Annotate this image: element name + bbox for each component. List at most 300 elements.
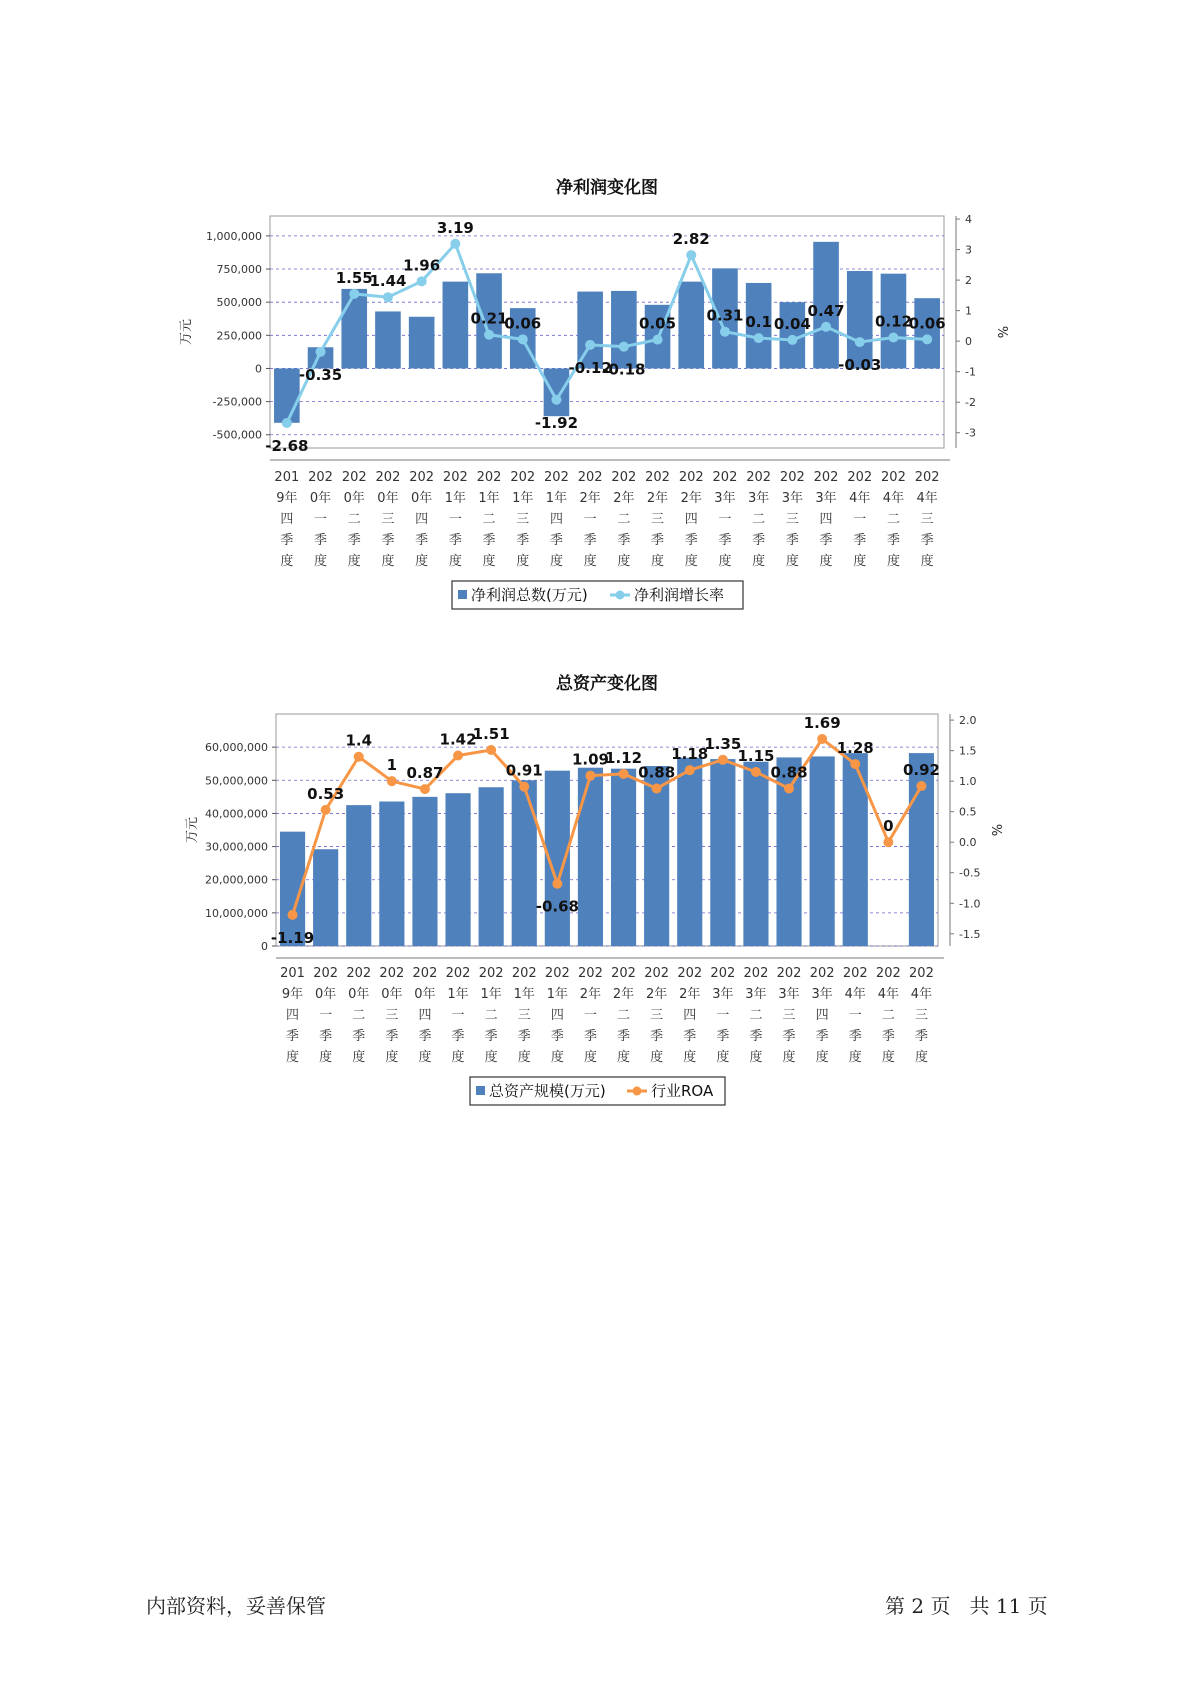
x-tick-label: 1年: [546, 987, 568, 1002]
x-tick-label: 2年: [646, 491, 669, 506]
series-point: [288, 910, 298, 920]
x-tick-label: 季: [684, 533, 698, 548]
x-tick-label: 1年: [513, 987, 535, 1002]
data-label: 0.53: [307, 784, 345, 803]
x-tick-label: 季: [451, 1029, 465, 1044]
y2-tick-label: -3: [965, 426, 976, 440]
data-label: -0.68: [535, 897, 579, 916]
x-tick-label: 202: [710, 966, 736, 981]
x-tick-label: 202: [644, 966, 670, 981]
y-axis-title: 万元: [185, 816, 200, 844]
x-tick-label: 202: [743, 966, 769, 981]
x-tick-label: 度: [314, 554, 328, 569]
x-tick-label: 度: [280, 554, 294, 569]
x-tick-label: 三: [782, 1008, 796, 1023]
x-tick-label: 度: [583, 554, 597, 569]
x-tick-label: 度: [418, 1050, 432, 1065]
y2-tick-label: -1: [965, 365, 976, 379]
y2-tick-label: 3: [965, 243, 972, 257]
x-tick-label: 202: [611, 470, 637, 485]
x-tick-label: 度: [583, 1050, 597, 1065]
legend-bar-swatch: [476, 1086, 485, 1095]
x-tick-label: 0年: [414, 987, 436, 1002]
y-axis-title: 万元: [179, 318, 194, 346]
series-point: [486, 745, 496, 755]
x-tick-label: 202: [379, 966, 405, 981]
x-tick-label: 202: [578, 966, 603, 981]
x-tick-label: 四: [280, 512, 294, 527]
data-label: 1: [386, 756, 398, 775]
x-tick-label: 度: [749, 1050, 763, 1065]
x-tick-label: 一: [718, 512, 732, 527]
x-tick-label: 季: [819, 533, 833, 548]
x-tick-label: 202: [445, 966, 471, 981]
x-tick-label: 四: [683, 1008, 697, 1023]
x-tick-label: 二: [881, 1008, 895, 1023]
x-tick-label: 度: [352, 1050, 366, 1065]
x-tick-label: 四: [550, 1008, 564, 1023]
data-label: 0.47: [807, 301, 845, 320]
x-tick-label: 0年: [343, 491, 365, 506]
data-label: 0.21: [470, 309, 508, 328]
x-tick-label: 202: [875, 966, 901, 981]
x-tick-label: 0年: [411, 491, 433, 506]
x-tick-label: 度: [347, 554, 361, 569]
x-tick-label: 三: [516, 512, 530, 527]
data-label: 1.42: [439, 730, 477, 749]
x-tick-label: 季: [651, 533, 665, 548]
y-tick-label: 60,000,000: [205, 741, 268, 755]
data-label: -0.18: [602, 360, 646, 379]
x-tick-label: 3年: [745, 987, 767, 1002]
bar: [313, 849, 338, 946]
x-tick-label: 季: [782, 1029, 796, 1044]
x-tick-label: 202: [409, 470, 435, 485]
x-tick-label: 0年: [381, 987, 403, 1002]
x-tick-label: 一: [583, 1008, 597, 1023]
x-tick-label: 季: [415, 533, 429, 548]
chart-title: 净利润变化图: [556, 178, 658, 198]
x-tick-label: 度: [617, 554, 631, 569]
x-tick-label: 季: [314, 533, 328, 548]
x-tick-label: 度: [881, 1050, 895, 1065]
x-tick-label: 季: [749, 1029, 763, 1044]
x-tick-label: 季: [482, 533, 496, 548]
x-tick-label: 四: [286, 1008, 300, 1023]
x-tick-label: 2年: [612, 987, 635, 1002]
x-tick-label: 二: [752, 512, 766, 527]
x-tick-label: 3年: [811, 987, 833, 1002]
x-tick-label: 度: [482, 554, 496, 569]
x-tick-label: 度: [716, 1050, 730, 1065]
series-point: [321, 805, 331, 815]
data-label: 2.82: [672, 230, 710, 249]
bar: [379, 801, 404, 946]
x-tick-label: 四: [684, 512, 698, 527]
x-tick-label: 三: [785, 512, 799, 527]
x-tick-label: 季: [853, 533, 867, 548]
series-point: [453, 751, 463, 761]
x-tick-label: 季: [319, 1029, 333, 1044]
data-label: 0.1: [745, 313, 772, 332]
data-label: 1.55: [335, 268, 373, 287]
series-point: [916, 781, 926, 791]
x-tick-label: 2年: [613, 491, 635, 506]
x-tick-label: 四: [815, 1008, 829, 1023]
x-tick-label: 度: [550, 1050, 564, 1065]
data-label: 0.88: [770, 763, 808, 782]
y2-axis-title: %: [988, 823, 1003, 837]
data-label: 1.12: [605, 748, 643, 767]
x-tick-label: 度: [415, 554, 429, 569]
x-tick-label: 四: [549, 512, 563, 527]
x-tick-label: 2年: [579, 987, 602, 1002]
data-label: 0.87: [406, 764, 444, 783]
data-label: 0.05: [639, 314, 677, 333]
x-tick-label: 202: [544, 966, 570, 981]
y-tick-label: 10,000,000: [205, 906, 268, 920]
x-tick-label: 度: [651, 554, 665, 569]
y-tick-label: -250,000: [212, 395, 262, 409]
series-point: [817, 734, 827, 744]
y-tick-label: 0: [255, 362, 262, 376]
y-tick-label: 30,000,000: [205, 840, 268, 854]
data-label: 0.04: [773, 314, 811, 333]
x-tick-label: 202: [544, 470, 569, 485]
x-tick-label: 一: [314, 512, 328, 527]
data-label: 0.31: [706, 306, 744, 325]
x-tick-label: 度: [549, 554, 563, 569]
series-point: [784, 783, 794, 793]
x-tick-label: 202: [645, 470, 670, 485]
x-tick-label: 三: [651, 512, 665, 527]
x-tick-label: 季: [286, 1029, 300, 1044]
x-tick-label: 季: [848, 1029, 862, 1044]
x-tick-label: 二: [482, 512, 496, 527]
series-point: [420, 784, 430, 794]
x-tick-label: 2年: [646, 987, 668, 1002]
x-tick-label: 季: [385, 1029, 399, 1044]
bar: [743, 762, 768, 946]
x-tick-label: 度: [853, 554, 867, 569]
chart-title: 总资产变化图: [556, 674, 658, 694]
x-tick-label: 季: [381, 533, 395, 548]
x-tick-label: 一: [319, 1008, 333, 1023]
x-tick-label: 1年: [444, 491, 466, 506]
y2-tick-label: 4: [965, 213, 972, 227]
x-tick-label: 季: [886, 533, 900, 548]
x-tick-label: 四: [415, 512, 429, 527]
y2-tick-label: -1.5: [959, 927, 981, 941]
bar: [479, 787, 504, 946]
x-tick-label: 度: [684, 554, 698, 569]
x-tick-label: 202: [510, 470, 536, 485]
x-tick-label: 季: [484, 1029, 498, 1044]
x-tick-label: 季: [914, 1029, 928, 1044]
data-label: 1.18: [671, 745, 709, 764]
x-tick-label: 202: [776, 966, 802, 981]
x-tick-label: 202: [442, 470, 468, 485]
x-tick-label: 度: [286, 1050, 300, 1065]
x-tick-label: 1年: [447, 987, 469, 1002]
x-tick-label: 季: [583, 1029, 597, 1044]
data-label: 1.4: [345, 731, 373, 750]
x-tick-label: 季: [716, 1029, 730, 1044]
x-tick-label: 三: [914, 1008, 928, 1023]
x-tick-label: 202: [341, 470, 367, 485]
x-tick-label: 三: [381, 512, 395, 527]
x-tick-label: 季: [920, 533, 934, 548]
x-tick-label: 一: [716, 1008, 730, 1023]
series-point: [619, 769, 629, 779]
x-tick-label: 二: [484, 1008, 498, 1023]
x-tick-label: 4年: [844, 987, 866, 1002]
x-tick-label: 一: [848, 1008, 862, 1023]
x-tick-label: 度: [381, 554, 395, 569]
x-tick-label: 3年: [815, 491, 837, 506]
y-tick-label: 750,000: [216, 263, 262, 277]
x-tick-label: 三: [385, 1008, 399, 1023]
x-tick-label: 202: [677, 966, 703, 981]
y-tick-label: 20,000,000: [205, 873, 268, 887]
data-label: -1.19: [270, 928, 315, 947]
y2-tick-label: -2: [965, 396, 976, 410]
x-tick-label: 4年: [849, 491, 871, 506]
x-tick-label: 1年: [480, 987, 502, 1002]
series-point: [718, 755, 728, 765]
legend-line-label: 行业ROA: [651, 1082, 714, 1100]
x-tick-label: 季: [516, 533, 530, 548]
data-label: 1.44: [369, 272, 407, 291]
x-tick-label: 202: [611, 966, 636, 981]
x-tick-label: 度: [782, 1050, 796, 1065]
y2-tick-label: -1.0: [959, 897, 981, 911]
x-tick-label: 2年: [679, 987, 701, 1002]
data-label: -1.92: [534, 413, 579, 432]
x-tick-label: 0年: [309, 491, 332, 506]
legend-bar-label: 净利润总数(万元): [471, 586, 588, 604]
x-tick-label: 度: [752, 554, 766, 569]
x-tick-label: 202: [881, 470, 906, 485]
y-tick-label: 250,000: [216, 329, 262, 343]
x-tick-label: 三: [517, 1008, 531, 1023]
x-tick-label: 1年: [478, 491, 500, 506]
legend-line-marker: [633, 1087, 642, 1096]
x-tick-label: 一: [853, 512, 867, 527]
data-label: 0.91: [505, 761, 543, 780]
data-label: 0.06: [504, 314, 542, 333]
x-tick-label: 202: [809, 966, 835, 981]
x-tick-label: 3年: [781, 491, 803, 506]
data-label: -0.03: [838, 356, 882, 375]
x-tick-label: 202: [511, 966, 537, 981]
x-tick-label: 3年: [714, 491, 736, 506]
x-tick-label: 二: [352, 1008, 366, 1023]
x-tick-label: 202: [909, 966, 934, 981]
series-point: [585, 771, 595, 781]
x-tick-label: 4年: [910, 987, 933, 1002]
footer-confidential-note: 内部资料，妥善保管: [146, 1594, 326, 1618]
series-point: [652, 783, 662, 793]
x-tick-label: 202: [375, 470, 401, 485]
x-tick-label: 202: [842, 966, 868, 981]
data-label: 0.12: [874, 312, 912, 331]
x-tick-label: 202: [914, 470, 940, 485]
y2-tick-label: 1.5: [959, 744, 977, 758]
x-tick-label: 3年: [712, 987, 734, 1002]
series-point: [552, 879, 562, 889]
x-tick-label: 四: [819, 512, 833, 527]
x-tick-label: 二: [617, 512, 631, 527]
x-tick-label: 度: [914, 1050, 928, 1065]
x-tick-label: 二: [749, 1008, 763, 1023]
bar: [412, 797, 437, 946]
x-tick-label: 0年: [377, 491, 399, 506]
x-tick-label: 度: [448, 554, 462, 569]
x-tick-label: 度: [683, 1050, 697, 1065]
x-tick-label: 季: [583, 533, 597, 548]
x-tick-label: 季: [352, 1029, 366, 1044]
data-label: 1.09: [571, 750, 609, 769]
bar: [445, 793, 470, 946]
x-tick-label: 季: [881, 1029, 895, 1044]
series-point: [519, 782, 529, 792]
x-tick-label: 9年: [276, 491, 298, 506]
data-label: -0.12: [568, 358, 612, 377]
data-label: 1.28: [836, 739, 874, 758]
x-tick-label: 季: [683, 1029, 697, 1044]
series-point: [387, 776, 397, 786]
x-tick-label: 季: [718, 533, 732, 548]
x-tick-label: 3年: [748, 491, 770, 506]
x-tick-label: 度: [517, 1050, 531, 1065]
data-label: 1.15: [737, 747, 775, 765]
x-tick-label: 202: [313, 966, 339, 981]
x-tick-label: 季: [517, 1029, 531, 1044]
data-label: 1.96: [403, 256, 441, 275]
series-point: [751, 767, 761, 777]
x-tick-label: 202: [346, 966, 372, 981]
x-tick-label: 度: [785, 554, 799, 569]
x-tick-label: 二: [886, 512, 900, 527]
data-label: -0.35: [298, 365, 343, 384]
x-tick-label: 4年: [882, 491, 905, 506]
x-tick-label: 202: [308, 470, 333, 485]
x-tick-label: 0年: [348, 987, 370, 1002]
x-tick-label: 202: [678, 470, 704, 485]
x-tick-label: 度: [617, 1050, 631, 1065]
y-tick-label: 50,000,000: [205, 774, 268, 788]
bar: [810, 756, 835, 946]
x-tick-label: 季: [617, 1029, 631, 1044]
x-tick-label: 季: [815, 1029, 829, 1044]
x-tick-label: 季: [418, 1029, 432, 1044]
x-tick-label: 度: [819, 554, 833, 569]
x-tick-label: 202: [712, 470, 738, 485]
x-tick-label: 3年: [778, 987, 800, 1002]
x-tick-label: 202: [813, 470, 839, 485]
data-label: 0: [883, 817, 894, 836]
y-tick-label: 0: [261, 940, 268, 953]
series-point: [883, 837, 893, 847]
data-label: 1.51: [472, 725, 510, 744]
x-tick-label: 度: [718, 554, 732, 569]
x-tick-label: 1年: [512, 491, 534, 506]
x-tick-label: 度: [516, 554, 530, 569]
footer-page-number: 第 2 页 共 11 页: [885, 1594, 1048, 1618]
x-tick-label: 度: [920, 554, 934, 569]
x-tick-label: 1年: [545, 491, 568, 506]
x-tick-label: 0年: [315, 987, 337, 1002]
x-tick-label: 季: [448, 533, 462, 548]
x-tick-label: 201: [280, 966, 305, 981]
y2-tick-label: 0.5: [959, 805, 977, 819]
bar: [677, 758, 702, 946]
series-point: [354, 752, 364, 762]
legend-bar-label: 总资产规模(万元): [489, 1082, 606, 1100]
x-tick-label: 度: [848, 1050, 862, 1065]
x-tick-label: 201: [274, 470, 300, 485]
x-tick-label: 度: [484, 1050, 498, 1065]
data-label: 0.92: [902, 761, 940, 780]
x-tick-label: 202: [478, 966, 504, 981]
x-tick-label: 4年: [877, 987, 899, 1002]
y2-tick-label: 2: [965, 274, 972, 288]
data-label: 1.35: [704, 734, 742, 753]
x-tick-label: 202: [412, 966, 438, 981]
y-tick-label: 40,000,000: [205, 807, 268, 821]
data-label: 1.69: [803, 714, 841, 733]
x-tick-label: 度: [886, 554, 900, 569]
bar: [710, 759, 735, 946]
y-tick-label: -500,000: [212, 428, 262, 442]
y2-tick-label: 2.0: [959, 714, 977, 728]
data-label: 0.88: [638, 763, 676, 782]
x-tick-label: 202: [476, 470, 502, 485]
x-tick-label: 度: [319, 1050, 333, 1065]
x-tick-label: 三: [920, 512, 934, 527]
y2-tick-label: 0.0: [959, 836, 977, 850]
legend-line-label: 净利润增长率: [634, 586, 725, 604]
x-tick-label: 季: [549, 533, 563, 548]
y2-tick-label: 0: [965, 335, 972, 349]
x-tick-label: 季: [280, 533, 294, 548]
data-label: -2.68: [265, 436, 309, 455]
bar: [512, 780, 537, 946]
x-tick-label: 202: [746, 470, 772, 485]
y2-tick-label: 1: [965, 304, 972, 318]
x-tick-label: 度: [815, 1050, 829, 1065]
y2-tick-label: 1.0: [959, 775, 977, 789]
y-tick-label: 1,000,000: [206, 229, 262, 243]
data-label: 0.06: [908, 314, 946, 333]
x-tick-label: 9年: [281, 987, 304, 1002]
series-point: [850, 759, 860, 769]
x-tick-label: 度: [650, 1050, 664, 1065]
series-point: [685, 765, 695, 775]
x-tick-label: 季: [785, 533, 799, 548]
x-tick-label: 二: [617, 1008, 631, 1023]
x-tick-label: 202: [577, 470, 603, 485]
x-tick-label: 季: [617, 533, 631, 548]
x-tick-label: 度: [385, 1050, 399, 1065]
bar: [578, 768, 603, 946]
y2-axis-title: %: [994, 325, 1009, 339]
x-tick-label: 季: [550, 1029, 564, 1044]
x-tick-label: 三: [650, 1008, 664, 1023]
data-label: 3.19: [436, 218, 474, 237]
x-tick-label: 4年: [916, 491, 938, 506]
